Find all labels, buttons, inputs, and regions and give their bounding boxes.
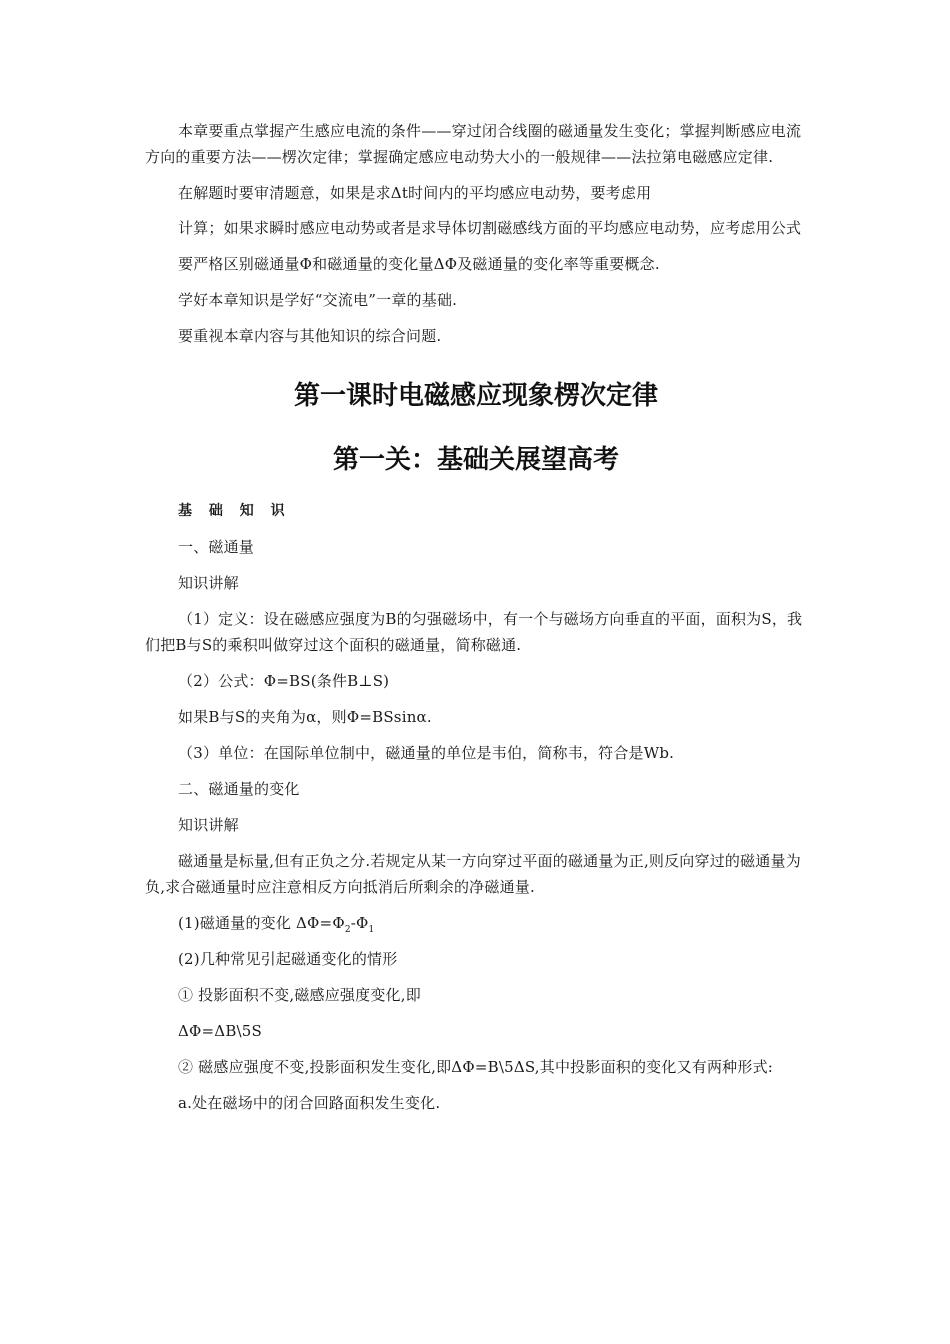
subscript-2: 2 [344, 925, 351, 935]
intro-paragraph-4: 要严格区别磁通量Φ和磁通量的变化量ΔΦ及磁通量的变化率等重要概念. [178, 255, 660, 273]
section-1-title: 一、磁通量 [178, 538, 255, 556]
angle-paragraph: 如果B与S的夹角为α，则Φ=BSsinα. [178, 708, 432, 726]
unit-paragraph: （3）单位：在国际单位制中，磁通量的单位是韦伯，简称韦，符合是Wb. [178, 744, 675, 762]
section-title: 第一关：基础关展望高考 [332, 445, 619, 475]
case-2: ② 磁感应强度不变,投影面积发生变化,即ΔΦ=B\5ΔS,其中投影面积的变化又有两种形式: [178, 1058, 774, 1076]
section-1-subtitle: 知识讲解 [178, 574, 239, 592]
intro-paragraph-1: 本章要重点掌握产生感应电流的条件——穿过闭合线圈的磁通量发生变化；掌握判断感应电流方向的重要方法——楞次定律；掌握确定感应电动势大小的一般规律——法拉第电磁感应定律. [145, 122, 802, 166]
intro-paragraph-2: 在解题时要审清题意，如果是求Δt时间内的平均感应电动势，要考虑用 [178, 184, 652, 202]
subscript-1: 1 [368, 925, 375, 935]
case-1: ① 投影面积不变,磁感应强度变化,即 [178, 986, 421, 1004]
formula-paragraph: （2）公式：Φ=BS(条件B⊥S) [178, 672, 390, 690]
cases-heading: (2)几种常见引起磁通变化的情形 [178, 950, 398, 968]
lesson-title: 第一课时电磁感应现象楞次定律 [293, 381, 658, 411]
flux-change-prefix: (1)磁通量的变化 ΔΦ=Φ [178, 914, 345, 932]
definition-paragraph: （1）定义：设在磁感应强度为B的匀强磁场中，有一个与磁场方向垂直的平面，面积为S，我们把B与S的乘积叫做穿过这个面积的磁通量，简称磁通. [145, 610, 803, 654]
section-2-subtitle: 知识讲解 [178, 816, 239, 834]
intro-paragraph-3: 计算；如果求瞬时感应电动势或者是求导体切割磁感线方面的平均感应电动势，应考虑用公式 [178, 219, 802, 237]
basics-heading [145, 497, 807, 524]
flux-change-minus: -Φ [350, 914, 369, 932]
case-1-formula: ΔΦ=ΔB\5S [178, 1022, 263, 1040]
intro-paragraph-5: 学好本章知识是学好“交流电”一章的基础. [178, 291, 458, 309]
flux-change-formula [145, 910, 807, 936]
basics-heading-text: 基 础 知 识 [178, 503, 291, 519]
intro-paragraph-6: 要重视本章内容与其他知识的综合问题. [178, 327, 442, 345]
scalar-paragraph: 磁通量是标量,但有正负之分.若规定从某一方向穿过平面的磁通量为正,则反向穿过的磁通量为负,求合磁通量时应注意相反方向抵消后所剩余的净磁通量. [145, 852, 801, 896]
document-page [145, 118, 807, 1116]
case-2a: a.处在磁场中的闭合回路面积发生变化. [178, 1094, 441, 1112]
section-2-title: 二、磁通量的变化 [178, 780, 300, 798]
